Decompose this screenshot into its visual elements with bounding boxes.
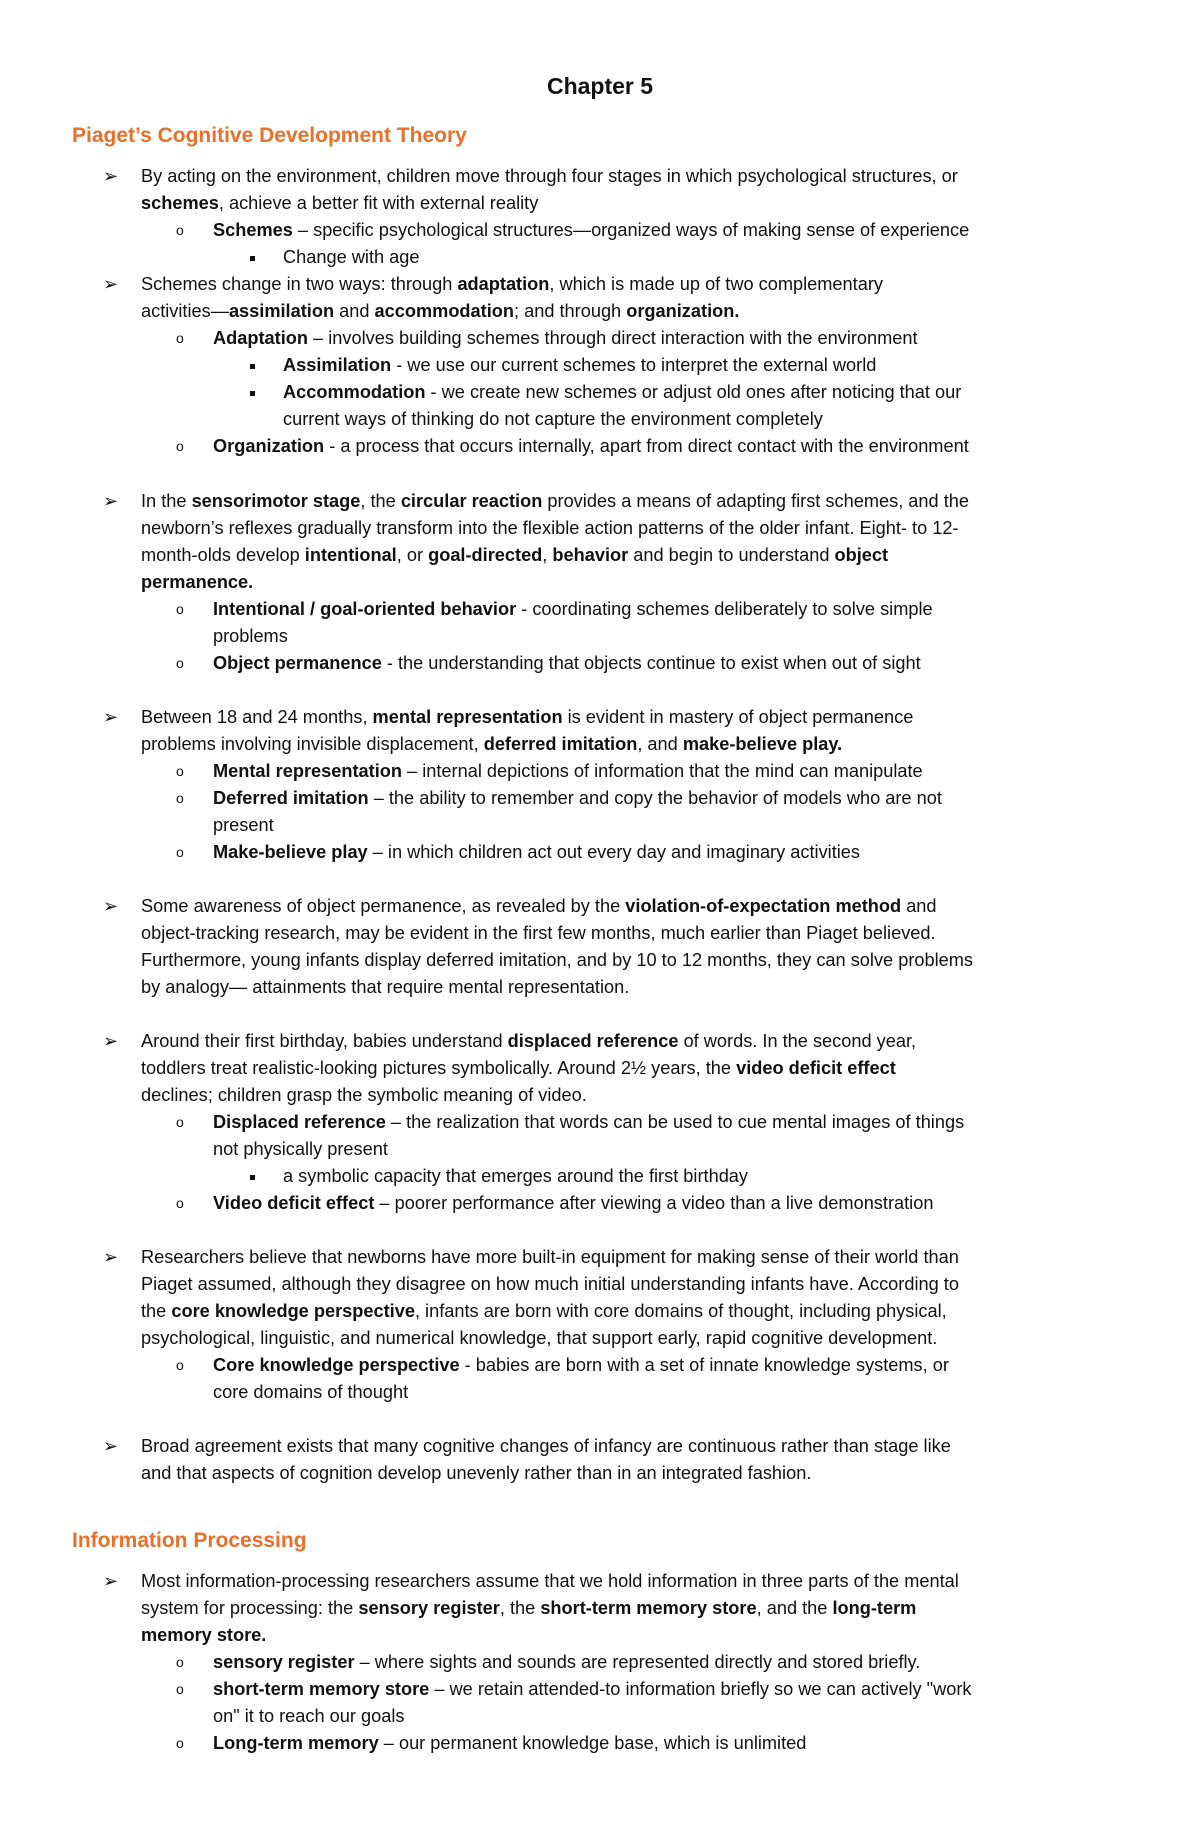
circle-bullet-icon: o xyxy=(176,1654,184,1670)
key-term: sensory register xyxy=(358,1598,500,1618)
text-segment: and xyxy=(901,896,937,916)
text-segment: – where sights and sounds are represented directly and stored briefly. xyxy=(354,1652,921,1672)
text-line xyxy=(283,406,823,433)
text-segment: and that aspects of cognition develop unevenly rather than in an integrated fashion. xyxy=(141,1463,812,1483)
circle-bullet-icon: o xyxy=(176,601,184,617)
key-term: displaced reference xyxy=(507,1031,679,1051)
text-segment: object-tracking research, may be evident in the first few months, much earlier than Piaget believed. xyxy=(141,923,936,943)
text-segment: of words. In the second year, xyxy=(678,1031,917,1051)
text-segment: , or xyxy=(396,545,429,565)
key-term: memory store. xyxy=(141,1625,267,1645)
key-term: object xyxy=(834,545,889,565)
text-line xyxy=(213,1190,933,1217)
key-term: Assimilation xyxy=(283,355,392,375)
key-term: long-term xyxy=(832,1598,917,1618)
text-segment: – the ability to remember and copy the behavior of models who are not xyxy=(368,788,942,808)
key-term: video deficit effect xyxy=(736,1058,896,1078)
text-segment: - babies are born with a set of innate knowledge systems, or xyxy=(459,1355,949,1375)
text-segment: problems xyxy=(213,626,288,646)
text-line xyxy=(141,1595,916,1622)
text-line xyxy=(213,1676,972,1703)
key-term: Make-believe play xyxy=(213,842,368,862)
text-segment: By acting on the environment, children move through four stages in which psychological structures, or xyxy=(141,166,958,186)
arrow-bullet-icon: ➢ xyxy=(103,166,119,186)
text-line xyxy=(213,758,923,785)
key-term: short-term memory store xyxy=(540,1598,757,1618)
circle-bullet-icon: o xyxy=(176,844,184,860)
text-segment: , and the xyxy=(756,1598,833,1618)
text-segment: - we create new schemes or adjust old ones after noticing that our xyxy=(425,382,962,402)
key-term: Video deficit effect xyxy=(213,1193,375,1213)
text-segment: problems involving invisible displacement, xyxy=(141,734,484,754)
text-line xyxy=(283,352,876,379)
key-term: violation-of-expectation method xyxy=(625,896,902,916)
text-segment: activities— xyxy=(141,301,229,321)
text-line xyxy=(141,893,937,920)
text-segment: Between 18 and 24 months, xyxy=(141,707,373,727)
arrow-bullet-icon: ➢ xyxy=(103,1247,119,1267)
key-term: Schemes xyxy=(213,220,293,240)
key-term: Adaptation xyxy=(213,328,308,348)
arrow-bullet-icon: ➢ xyxy=(103,1031,119,1051)
text-segment: – poorer performance after viewing a video than a live demonstration xyxy=(374,1193,934,1213)
text-line xyxy=(141,298,739,325)
text-line xyxy=(213,433,969,460)
text-segment: , achieve a better fit with external reality xyxy=(218,193,539,213)
key-term: assimilation xyxy=(228,301,335,321)
text-line xyxy=(141,488,969,515)
key-term: deferred imitation xyxy=(483,734,638,754)
text-line xyxy=(141,1460,811,1487)
text-line xyxy=(213,325,918,352)
text-line xyxy=(141,1055,896,1082)
square-bullet-icon xyxy=(250,1175,255,1180)
text-segment: month-olds develop xyxy=(141,545,305,565)
text-line xyxy=(141,731,842,758)
text-segment: and begin to understand xyxy=(628,545,835,565)
text-segment: toddlers treat realistic-looking pictures symbolically. Around 2½ years, the xyxy=(141,1058,737,1078)
key-term: Displaced reference xyxy=(213,1112,386,1132)
text-segment: declines; children grasp the symbolic meaning of video. xyxy=(141,1085,587,1105)
arrow-bullet-icon: ➢ xyxy=(103,491,119,511)
text-segment: - coordinating schemes deliberately to solve simple xyxy=(516,599,933,619)
text-segment: – the realization that words can be used to cue mental images of things xyxy=(385,1112,965,1132)
key-term: sensorimotor stage xyxy=(191,491,361,511)
text-segment: ; and through xyxy=(513,301,627,321)
text-line xyxy=(141,1325,937,1352)
circle-bullet-icon: o xyxy=(176,330,184,346)
text-segment: Broad agreement exists that many cognitive changes of infancy are continuous rather than stage like xyxy=(141,1436,951,1456)
text-segment: Piaget assumed, although they disagree on how much initial understanding infants have. According to xyxy=(141,1274,959,1294)
text-segment: core domains of thought xyxy=(213,1382,409,1402)
text-line xyxy=(213,785,942,812)
text-line xyxy=(141,515,959,542)
text-segment: , infants are born with core domains of thought, including physical, xyxy=(414,1301,947,1321)
text-segment: system for processing: the xyxy=(141,1598,359,1618)
text-segment: , which is made up of two complementary xyxy=(549,274,883,294)
text-line xyxy=(213,1352,949,1379)
text-segment: current ways of thinking do not capture the environment completely xyxy=(283,409,823,429)
text-line xyxy=(141,1433,951,1460)
square-bullet-icon xyxy=(250,391,255,396)
text-line xyxy=(141,1082,587,1109)
text-segment: - we use our current schemes to interpret the external world xyxy=(391,355,877,375)
text-line xyxy=(283,379,961,406)
text-line xyxy=(141,974,629,1001)
text-line xyxy=(213,217,969,244)
text-line xyxy=(213,1136,388,1163)
key-term: Object permanence xyxy=(213,653,382,673)
text-line xyxy=(213,1109,964,1136)
key-term: make-believe play. xyxy=(682,734,843,754)
text-segment: is evident in mastery of object permanence xyxy=(562,707,914,727)
key-term: Mental representation xyxy=(213,761,402,781)
text-line xyxy=(141,271,883,298)
key-term: sensory register xyxy=(213,1652,355,1672)
arrow-bullet-icon: ➢ xyxy=(103,1571,119,1591)
text-segment: provides a means of adapting first schemes, and the xyxy=(542,491,969,511)
text-segment: a symbolic capacity that emerges around the first birthday xyxy=(283,1166,749,1186)
text-segment: Some awareness of object permanence, as revealed by the xyxy=(141,896,626,916)
key-term: Core knowledge perspective xyxy=(213,1355,460,1375)
circle-bullet-icon: o xyxy=(176,1681,184,1697)
text-segment: Around their first birthday, babies understand xyxy=(141,1031,508,1051)
key-term: core knowledge perspective xyxy=(171,1301,415,1321)
arrow-bullet-icon: ➢ xyxy=(103,707,119,727)
text-segment: – involves building schemes through direct interaction with the environment xyxy=(307,328,918,348)
text-line xyxy=(141,1622,266,1649)
text-line xyxy=(141,1244,959,1271)
text-segment: – internal depictions of information that the mind can manipulate xyxy=(402,761,923,781)
key-term: goal-directed xyxy=(428,545,543,565)
text-line xyxy=(141,1568,959,1595)
text-line xyxy=(141,190,538,217)
text-line xyxy=(141,542,888,569)
page-title: Chapter 5 xyxy=(546,73,654,99)
text-line xyxy=(141,163,958,190)
text-segment: the xyxy=(141,1301,172,1321)
text-line xyxy=(213,1649,920,1676)
text-line xyxy=(213,812,274,839)
text-line xyxy=(283,244,420,271)
text-segment: – we retain attended-to information briefly so we can actively "work xyxy=(429,1679,972,1699)
arrow-bullet-icon: ➢ xyxy=(103,274,119,294)
text-segment: , the xyxy=(360,491,401,511)
section-heading-information-processing: Information Processing xyxy=(72,1529,307,1552)
key-term: Intentional / goal-oriented behavior xyxy=(213,599,517,619)
text-segment: on" it to reach our goals xyxy=(213,1706,405,1726)
text-line xyxy=(213,596,933,623)
text-segment: by analogy— attainments that require mental representation. xyxy=(141,977,630,997)
text-line xyxy=(141,947,973,974)
text-segment: , the xyxy=(499,1598,541,1618)
text-segment: , xyxy=(542,545,553,565)
circle-bullet-icon: o xyxy=(176,1114,184,1130)
key-term: Long-term memory xyxy=(213,1733,379,1753)
text-line xyxy=(141,1028,916,1055)
text-line xyxy=(283,1163,748,1190)
arrow-bullet-icon: ➢ xyxy=(103,896,119,916)
text-line xyxy=(213,1703,404,1730)
circle-bullet-icon: o xyxy=(176,438,184,454)
text-segment: Researchers believe that newborns have more built-in equipment for making sense of their world than xyxy=(141,1247,959,1267)
square-bullet-icon xyxy=(250,364,255,369)
text-segment: psychological, linguistic, and numerical knowledge, that support early, rapid cognitive development. xyxy=(141,1328,938,1348)
text-line xyxy=(213,1379,408,1406)
key-term: Organization xyxy=(213,436,325,456)
text-segment: - the understanding that objects continue to exist when out of sight xyxy=(381,653,921,673)
text-segment: not physically present xyxy=(213,1139,388,1159)
text-segment: – specific psychological structures—organized ways of making sense of experience xyxy=(292,220,970,240)
circle-bullet-icon: o xyxy=(176,763,184,779)
text-segment: Furthermore, young infants display deferred imitation, and by 10 to 12 months, they can solve problems xyxy=(141,950,974,970)
text-segment: In the xyxy=(141,491,192,511)
key-term: accommodation xyxy=(374,301,514,321)
text-segment: and xyxy=(334,301,375,321)
key-term: organization. xyxy=(626,301,740,321)
text-segment: – in which children act out every day and imaginary activities xyxy=(367,842,861,862)
text-segment: Schemes change in two ways: through xyxy=(141,274,458,294)
key-term: permanence. xyxy=(141,572,254,592)
text-line xyxy=(213,1730,806,1757)
text-line xyxy=(213,839,860,866)
text-line xyxy=(141,569,253,596)
text-segment: , and xyxy=(637,734,683,754)
key-term: adaptation xyxy=(457,274,550,294)
key-term: Deferred imitation xyxy=(213,788,369,808)
text-segment: – our permanent knowledge base, which is unlimited xyxy=(378,1733,807,1753)
key-term: mental representation xyxy=(372,707,563,727)
key-term: schemes xyxy=(141,193,219,213)
text-segment: newborn’s reflexes gradually transform into the flexible action patterns of the older infant. Eight- to 12- xyxy=(141,518,959,538)
text-line xyxy=(141,1298,947,1325)
arrow-bullet-icon: ➢ xyxy=(103,1436,119,1456)
text-line xyxy=(141,704,913,731)
text-line xyxy=(213,650,921,677)
text-line xyxy=(213,623,288,650)
key-term: circular reaction xyxy=(400,491,543,511)
key-term: intentional xyxy=(304,545,397,565)
circle-bullet-icon: o xyxy=(176,1735,184,1751)
text-line xyxy=(141,920,936,947)
section-heading-piaget: Piaget’s Cognitive Development Theory xyxy=(72,124,467,147)
key-term: Accommodation xyxy=(283,382,426,402)
key-term: short-term memory store xyxy=(213,1679,430,1699)
key-term: behavior xyxy=(552,545,629,565)
circle-bullet-icon: o xyxy=(176,655,184,671)
circle-bullet-icon: o xyxy=(176,1195,184,1211)
square-bullet-icon xyxy=(250,256,255,261)
circle-bullet-icon: o xyxy=(176,790,184,806)
text-segment: Most information-processing researchers assume that we hold information in three parts of the mental xyxy=(141,1571,959,1591)
text-segment: Change with age xyxy=(283,247,420,267)
text-segment: present xyxy=(213,815,274,835)
text-segment: - a process that occurs internally, apart from direct contact with the environment xyxy=(324,436,969,456)
circle-bullet-icon: o xyxy=(176,222,184,238)
text-line xyxy=(141,1271,959,1298)
circle-bullet-icon: o xyxy=(176,1357,184,1373)
